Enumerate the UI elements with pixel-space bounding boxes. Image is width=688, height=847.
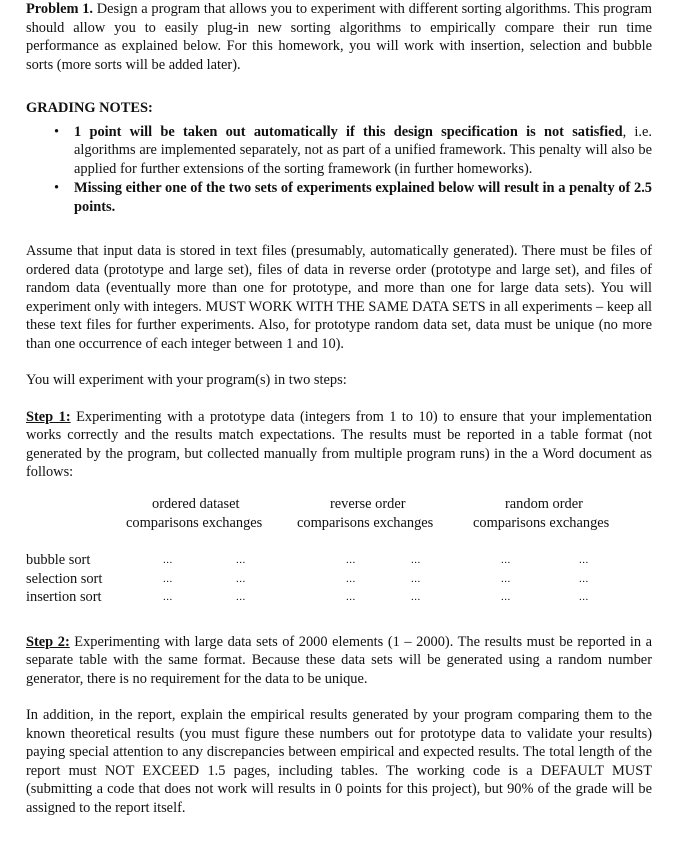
grading-notes-list: [26, 123, 652, 217]
step2-paragraph: [26, 633, 652, 689]
table-row-label-bubble: bubble sort: [26, 551, 91, 568]
table-cell: ...: [236, 553, 246, 566]
step1-paragraph: [26, 408, 652, 482]
step1-label: Step 1:: [26, 408, 71, 425]
table-cell: ...: [346, 572, 356, 585]
table-cell: ...: [163, 590, 173, 603]
table-cell: ...: [579, 572, 589, 585]
report-requirements-paragraph: In addition, in the report, explain the empirical results generated by your program comparing them to the known theoretical results (you must figure these numbers out for prototype data to validate your results) paying special attention to any discrepancies between empirical and expected results. The total length of the report must NOT EXCEED 1.5 pages, including tables. The working code is a DEFAULT MUST (submitting a code that does not work will results in 0 points for this project), but 90% of the grade will be assigned to the report itself.: [26, 707, 652, 816]
table-cell: ...: [411, 590, 421, 603]
grading-note-1: [26, 123, 652, 179]
document-page: [26, 0, 652, 817]
table-subheader-ordered: comparisons exchanges: [126, 514, 263, 531]
table-group-header-ordered: ordered dataset: [152, 495, 240, 512]
problem-intro-paragraph: [26, 0, 652, 74]
table-subheader-reverse: comparisons exchanges: [297, 514, 434, 531]
table-group-header-random: random order: [505, 495, 583, 512]
step2-text: Experimenting with large data sets of 2000 elements (1 – 2000). The results must be reported in a separate table with the same format. Because these data sets will be generated using a random number generator, there is no requirement for the data to be unique.: [26, 633, 652, 687]
table-cell: ...: [346, 590, 356, 603]
bullet-icon: •: [54, 123, 60, 140]
data-files-paragraph: Assume that input data is stored in text files (presumably, automatically generated). There must be files of ordered data (prototype and large set), files of data in reverse order (prototype and large set), and files of random data (eventually more than one for prototype, and more than one for large data sets). You will experiment only with integers. MUST WORK WITH THE SAME DATA SETS in all experiments – keep all these text files for further experiments. Also, for prototype random data set, data must be unique (no more than one occurrence of each integer between 1 and 10).: [26, 243, 652, 352]
results-table: [26, 495, 652, 608]
table-cell: ...: [411, 572, 421, 585]
bullet-icon: •: [54, 180, 60, 196]
table-cell: ...: [501, 572, 511, 585]
steps-intro-paragraph: You will experiment with your program(s) in two steps:: [26, 372, 347, 388]
table-subheader-random: comparisons exchanges: [473, 514, 610, 531]
table-cell: ...: [236, 572, 246, 585]
table-group-header-reverse: reverse order: [330, 495, 406, 512]
table-cell: ...: [501, 590, 511, 603]
table-cell: ...: [163, 572, 173, 585]
step2-label: Step 2:: [26, 633, 70, 650]
grading-note-1-bold: 1 point will be taken out automatically if this design specification is not satisfied: [74, 123, 623, 140]
grading-note-2-text: Missing either one of the two sets of experiments explained below will result in a penalty of 2.5 points.: [74, 180, 652, 215]
table-cell: ...: [579, 590, 589, 603]
table-cell: ...: [501, 553, 511, 566]
table-cell: ...: [411, 553, 421, 566]
problem-intro-text: Design a program that allows you to experiment with different sorting algorithms. This program should allow you to easily plug-in new sorting algorithms to empirically compare their run time performance as explained below. For this homework, you will work with insertion, selection and bubble sorts (more sorts will be added later).: [26, 1, 652, 73]
grading-note-2: [26, 179, 652, 216]
table-cell: ...: [236, 590, 246, 603]
problem-label: Problem 1.: [26, 1, 94, 17]
grading-notes-heading: GRADING NOTES:: [26, 100, 153, 116]
table-row-label-selection: selection sort: [26, 570, 103, 587]
table-cell: ...: [579, 553, 589, 566]
table-cell: ...: [346, 553, 356, 566]
table-row-label-insertion: insertion sort: [26, 588, 102, 605]
step1-text: Experimenting with a prototype data (integers from 1 to 10) to ensure that your implementation works correctly and the results match expectations. The results must be reported in a table format (not generated by the program, but collected manually from multiple program runs) in the a Word document as follows:: [26, 408, 653, 480]
table-cell: ...: [163, 553, 173, 566]
grading-note-1-text: , i.e. algorithms are implemented separately, not as part of a unified framework. This penalty will also be applied for further extensions of the sorting framework (in further homeworks).: [74, 123, 653, 177]
